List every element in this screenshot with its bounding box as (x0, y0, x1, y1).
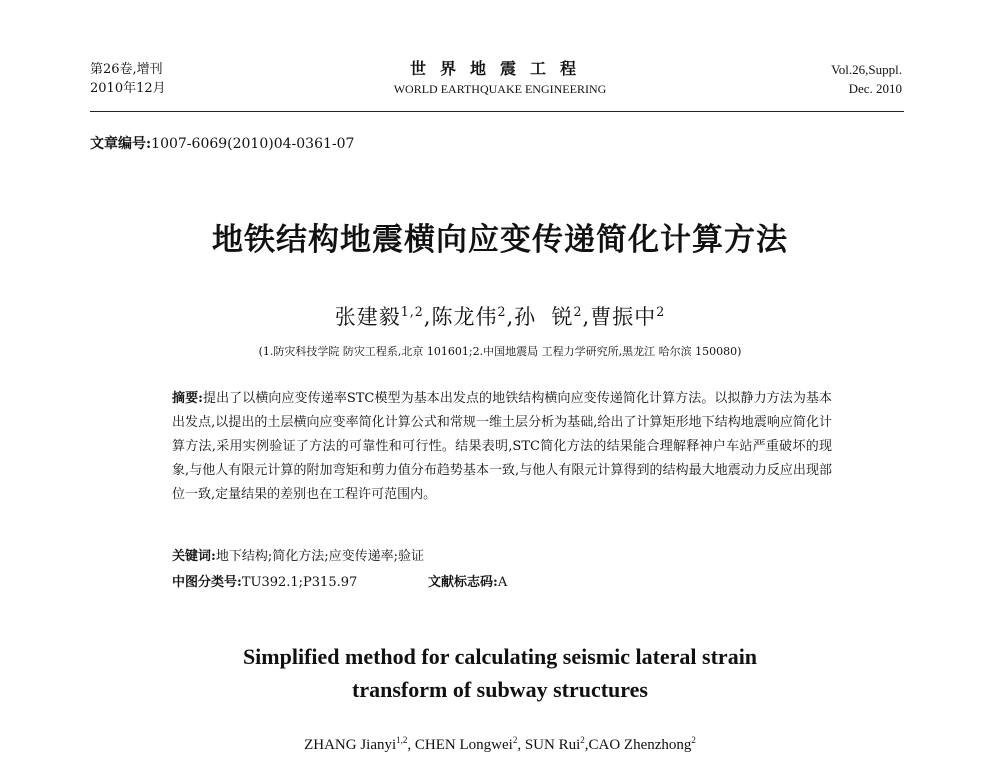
author-cn-name: 曹振中 (590, 305, 657, 329)
abstract-label: 摘要: (172, 391, 203, 406)
document-code (428, 571, 507, 590)
author-en (525, 737, 589, 753)
author-en-affiliation: 2 (691, 735, 696, 745)
author-en-name: CAO Zhenzhong (588, 737, 692, 753)
keywords-label: 关键词: (172, 549, 216, 564)
author-en-separator: , (407, 737, 415, 753)
document-code-value: A (497, 575, 508, 590)
author-cn-name: 陈龙伟 (431, 305, 498, 329)
author-en-name: SUN Rui (524, 737, 581, 753)
keywords (172, 545, 424, 564)
article-number (90, 133, 354, 153)
authors-en (0, 737, 1000, 754)
author-en-affiliation: 2 (580, 735, 585, 745)
authors-cn (0, 301, 1000, 331)
date-cn: 2010年12月 (90, 81, 166, 96)
article-number-value: 1007-6069(2010)04-0361-07 (151, 136, 355, 152)
author-en-name: CHEN Longwei (414, 737, 513, 753)
author-cn (590, 305, 665, 329)
header-divider (90, 111, 904, 112)
keywords-text: 地下结构;简化方法;应变传递率;验证 (215, 549, 424, 564)
journal-name-cn: 世界地震工程 (409, 59, 590, 78)
paper-title-en-line: transform of subway structures (352, 677, 648, 702)
article-number-label: 文章编号: (90, 136, 152, 152)
volume-en: Vol.26,Suppl. (831, 62, 902, 77)
author-en (589, 737, 696, 753)
author-cn-separator: , (506, 305, 515, 329)
author-en-affiliation: 2 (512, 735, 518, 745)
paper-title-en (0, 640, 1000, 706)
abstract-text: 提出了以横向应变传递率STC模型为基本出发点的地铁结构横向应变传递简化计算方法。以拟静力方法为基本出发点,以提出的土层横向应变率简化计算公式和常规一维土层分析为基础,给出了计算矩形地下结构地震响应简化计算方法,采用实例验证了方法的可靠性和可行性。结果表明,STC简化方法的结果能合理解释神户车站严重破坏的现象,与他人有限元计算的附加弯矩和剪力值分布趋势基本一致,与他人有限元计算得到的结构最大地震动力反应出现部位一致,定量结果的差别也在工程许可范围内。 (172, 391, 832, 502)
author-en (415, 737, 525, 753)
journal-name-en: WORLD EARTHQUAKE ENGINEERING (393, 82, 607, 96)
paper-title-cn: 地铁结构地震横向应变传递简化计算方法 (212, 222, 788, 258)
author-cn (514, 305, 590, 329)
abstract (172, 387, 832, 507)
header-right (831, 60, 902, 98)
author-cn-name: 张建毅 (334, 305, 401, 329)
volume-cn: 第26卷,增刊 (90, 62, 163, 77)
author-cn-separator: , (423, 305, 432, 329)
author-cn-affiliation: 2 (497, 304, 507, 319)
author-en-separator: , (517, 737, 525, 753)
author-en (304, 737, 415, 753)
classification-code-value: TU392.1;P315.97 (241, 575, 358, 590)
paper-title-en-line: Simplified method for calculating seismic lateral strain (242, 644, 758, 669)
author-cn-name: 孙 锐 (514, 305, 574, 329)
author-cn-separator: , (582, 305, 591, 329)
date-en: Dec. 2010 (848, 81, 902, 96)
author-cn-affiliation: 2 (573, 304, 583, 319)
classification-code (172, 571, 357, 590)
affiliations-cn: (1.防灾科技学院 防灾工程系,北京 101601;2.中国地震局 工程力学研究所,黑龙江 哈尔滨 150080) (258, 345, 742, 358)
document-code-label: 文献标志码: (428, 575, 498, 590)
classification-code-label: 中图分类号: (172, 575, 242, 590)
author-cn-affiliation: 1,2 (400, 304, 424, 319)
author-en-affiliation: 1,2 (396, 735, 408, 745)
author-cn (335, 305, 432, 329)
author-en-separator: , (584, 737, 589, 753)
author-cn-affiliation: 2 (656, 304, 666, 319)
author-cn (431, 305, 514, 329)
author-en-name: ZHANG Jianyi (304, 737, 397, 753)
